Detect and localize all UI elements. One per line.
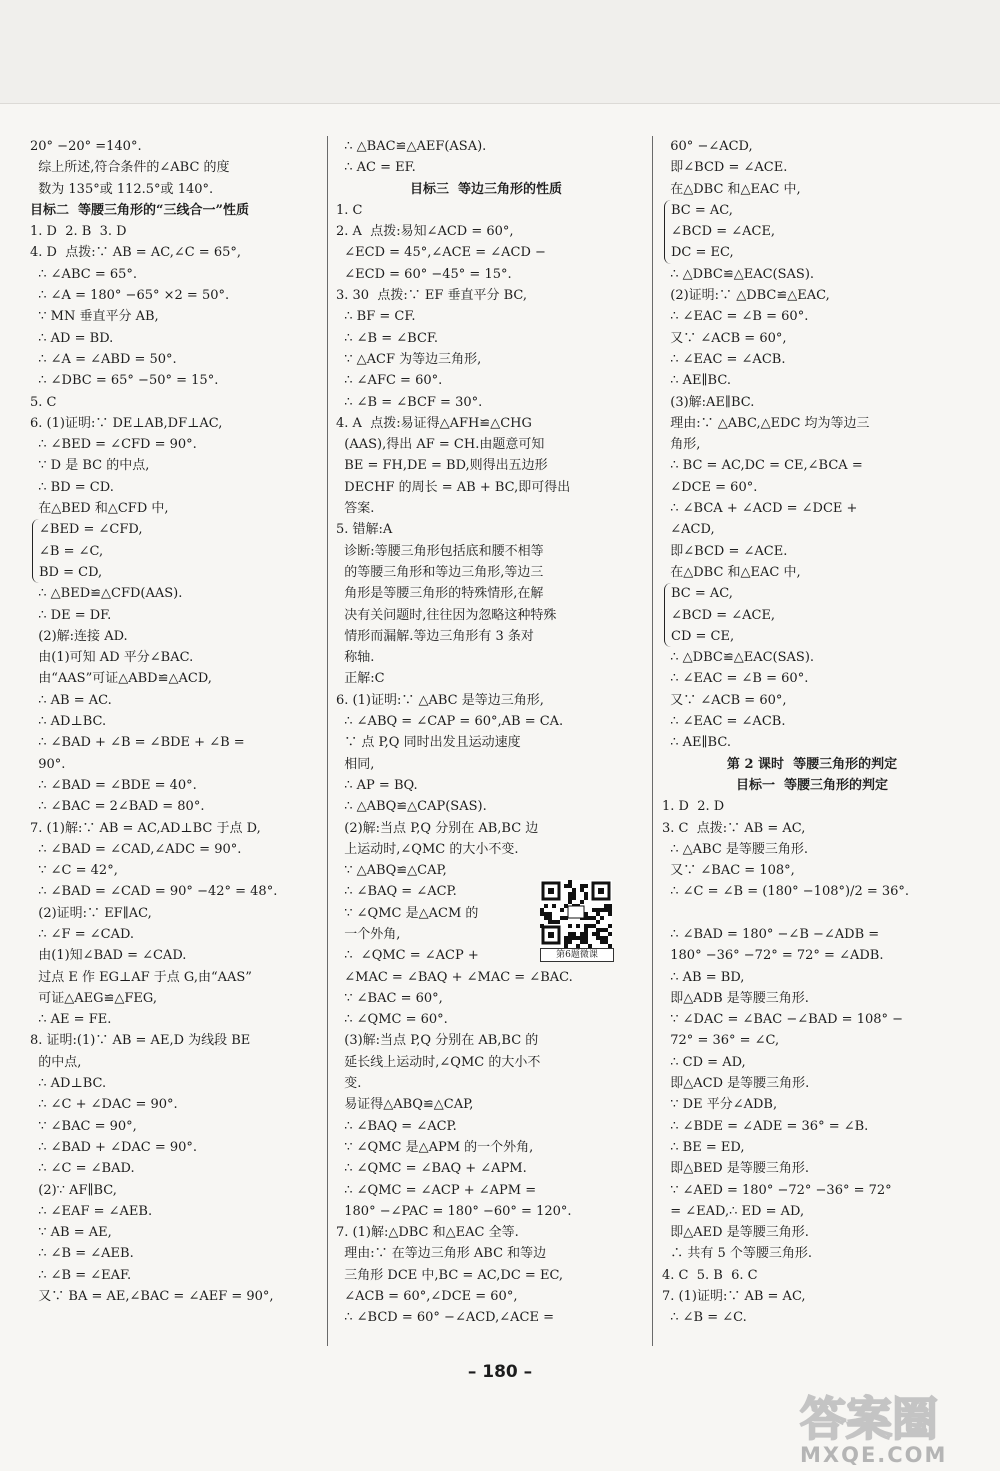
answer-line: ∵ DE 平分∠ADB,	[662, 1097, 778, 1113]
answer-line: 诊断:等腰三角形包括底和腰不相等	[336, 543, 544, 559]
answer-line: ∴ △DBC≌△EAC(SAS).	[662, 266, 815, 282]
answer-line: 72° = 36° = ∠C,	[662, 1033, 780, 1049]
answer-line: 即△ADB 是等腰三角形.	[662, 990, 809, 1006]
answer-line: ∵ △ABQ≌△CAP,	[336, 863, 447, 879]
answer-line: ∵ ∠C = 42°,	[30, 863, 118, 879]
answer-line: ∴ ∠B = ∠BCF.	[336, 330, 439, 346]
page-number: – 180 –	[467, 1362, 533, 1382]
answer-line: 第 2 课时 等腰三角形的判定	[726, 756, 898, 772]
answer-line: 角形是等腰三角形的特殊情形,在解	[336, 586, 544, 602]
answer-line: 即∠BCD = ∠ACE.	[662, 160, 788, 176]
answer-line: ∵ △ACF 为等边三角形,	[336, 351, 482, 367]
answer-line: ∠ACD,	[662, 522, 715, 538]
answer-line: ∴ ∠QMC = ∠ACP +	[336, 948, 479, 964]
answer-line: 理由:∵ △ABC,△EDC 均为等边三	[662, 415, 870, 431]
answer-line: CD = CE,	[671, 628, 735, 644]
answer-line: ∴ BC = AC,DC = CE,∠BCA =	[662, 458, 863, 474]
column-divider	[327, 136, 328, 1346]
answer-line: ∴ ∠QMC = ∠ACP + ∠APM =	[336, 1182, 537, 1198]
answer-line: ∴ AP = BQ.	[336, 777, 418, 793]
answer-line: ∴ AD⊥BC.	[30, 1076, 107, 1092]
answer-line: ∴ ∠A = ∠ABD = 50°.	[30, 351, 177, 367]
answer-line: ∵ ∠AED = 180° −72° −36° = 72°	[662, 1182, 892, 1198]
answer-line: 在△DBC 和△EAC 中,	[662, 181, 801, 197]
answer-line: ∵ D 是 BC 的中点,	[30, 458, 150, 474]
answer-line: ∴ AD⊥BC.	[30, 714, 107, 730]
answer-line: ∴ AE∥BC.	[662, 735, 731, 751]
answer-column-middle	[336, 136, 636, 1329]
answer-line: ∴ ∠C = ∠BAD.	[30, 1161, 135, 1177]
answer-line: ∴ ∠C = ∠B = (180° −108°)/2 = 36°.	[662, 884, 910, 900]
answer-line: ∴ ∠ABC = 65°.	[30, 266, 138, 282]
answer-line: ∴ ∠EAC = ∠B = 60°.	[662, 671, 809, 687]
answer-line: 又∵ ∠ACB = 60°,	[662, 330, 787, 346]
answer-line: 即△BED 是等腰三角形.	[662, 1161, 809, 1177]
answer-line: 过点 E 作 EG⊥AF 于点 G,由“AAS”	[30, 969, 252, 985]
answer-line: ∴ ∠BCD = 60° −∠ACD,∠ACE =	[336, 1310, 555, 1326]
answer-line: 相同,	[336, 756, 375, 772]
answer-line: 在△DBC 和△EAC 中,	[662, 564, 801, 580]
answer-line: 数为 135°或 112.5°或 140°.	[30, 181, 214, 197]
answer-line: ∴ ∠BAD = ∠BDE = 40°.	[30, 777, 197, 793]
answer-line: ∠BED = ∠CFD,	[39, 522, 143, 538]
equation-system-brace	[32, 519, 330, 583]
answer-line: 综上所述,符合条件的∠ABC 的度	[30, 160, 230, 176]
answer-line: 即△AED 是等腰三角形.	[662, 1225, 809, 1241]
answer-column-left	[30, 136, 330, 1307]
answer-line: (AAS),得出 AF = CH.由题意可知	[336, 437, 545, 453]
answer-line: ∴ ∠BDE = ∠ADE = 36° = ∠B.	[662, 1118, 869, 1134]
answer-line: DECHF 的周长 = AB + BC,即可得出	[336, 479, 571, 495]
answer-line: 目标一 等腰三角形的判定	[735, 777, 889, 793]
answer-line: ∴ ∠B = ∠C.	[662, 1310, 747, 1326]
answer-line: ∵ ∠QMC 是△APM 的一个外角,	[336, 1139, 534, 1155]
answer-line: ∴ ∠BAC = 2∠BAD = 80°.	[30, 799, 205, 815]
answer-line: 2. A 点拨:易知∠ACD = 60°,	[336, 224, 514, 240]
answer-line: ∵ ∠QMC 是△ACM 的	[336, 905, 479, 921]
answer-line: 目标二 等腰三角形的“三线合一”性质	[30, 202, 250, 218]
answer-line: 6. (1)证明:∵ DE⊥AB,DF⊥AC,	[30, 415, 223, 431]
answer-line: ∵ MN 垂直平分 AB,	[30, 309, 159, 325]
answer-line: (2)解:连接 AD.	[30, 628, 128, 644]
answer-line: 180° −36° −72° = 72° = ∠ADB.	[662, 948, 884, 964]
answer-line: 称轴.	[336, 650, 375, 666]
column-divider	[652, 136, 653, 1346]
answer-line: 7. (1)证明:∵ AB = AC,	[662, 1289, 806, 1305]
answer-line: 60° −∠ACD,	[662, 139, 753, 154]
answer-line: 由“AAS”可证△ABD≌△ACD,	[30, 671, 212, 687]
answer-line: ∴ ∠B = ∠AEB.	[30, 1246, 134, 1262]
answer-line: ∵ ∠DAC = ∠BAC −∠BAD = 108° −	[662, 1012, 904, 1028]
answer-line: 4. A 点拨:易证得△AFH≌△CHG	[336, 415, 532, 431]
answer-line: ∴ ∠QMC = ∠BAQ + ∠APM.	[336, 1161, 527, 1177]
answer-column-right	[662, 136, 962, 1329]
answer-line: ∴ ∠BAQ = ∠ACP.	[336, 884, 457, 900]
answer-line: ∠ECD = 60° −45° = 15°.	[336, 266, 512, 282]
answer-line: 由(1)可知 AD 平分∠BAC.	[30, 650, 194, 666]
answer-line: 7. (1)解:∵ AB = AC,AD⊥BC 于点 D,	[30, 820, 261, 836]
answer-line: 3. C 点拨:∵ AB = AC,	[662, 820, 806, 836]
answer-line: 一个外角,	[336, 926, 401, 942]
answer-line: BE = FH,DE = BD,则得出五边形	[336, 458, 548, 474]
answer-line: 即△ACD 是等腰三角形.	[662, 1076, 810, 1092]
answer-line: ∴ CD = AD,	[662, 1054, 746, 1070]
answer-line: (3)解:当点 P,Q 分别在 AB,BC 的	[336, 1033, 539, 1049]
answer-line: ∴ AE = FE.	[30, 1012, 112, 1028]
answer-line: ∠MAC = ∠BAQ + ∠MAC = ∠BAC.	[336, 969, 573, 985]
answer-line: ∴ ∠BAD + ∠DAC = 90°.	[30, 1139, 198, 1155]
answer-line: ∴ ∠EAC = ∠ACB.	[662, 714, 786, 730]
answer-line: ∴ △ABC 是等腰三角形.	[662, 841, 809, 857]
answer-line: 答案.	[336, 501, 375, 517]
answer-line: DC = EC,	[671, 245, 734, 261]
answer-line: (2)解:当点 P,Q 分别在 AB,BC 边	[336, 820, 539, 836]
answer-line: 正解:C	[336, 671, 385, 687]
answer-line: ∵ AB = AE,	[30, 1225, 112, 1241]
answer-line: ∴ ∠QMC = 60°.	[336, 1012, 448, 1028]
answer-line: ∴ ∠DBC = 65° −50° = 15°.	[30, 373, 219, 389]
answer-line: 目标三 等边三角形的性质	[409, 181, 563, 197]
answer-line: ∴ 共有 5 个等腰三角形.	[662, 1246, 813, 1262]
answer-line: 8. 证明:(1)∵ AB = AE,D 为线段 BE	[30, 1033, 251, 1049]
answer-line: ∴ ∠F = ∠CAD.	[30, 926, 135, 942]
answer-line: ∠ACB = 60°,∠DCE = 60°,	[336, 1289, 518, 1305]
answer-line: 可证△AEG≌△FEG,	[30, 990, 157, 1006]
top-divider	[0, 103, 1000, 104]
answer-line: ∴ ∠BCA + ∠ACD = ∠DCE +	[662, 501, 858, 517]
answer-line: ∴ ∠EAC = ∠B = 60°.	[662, 309, 809, 325]
answer-line: ∴ AD = BD.	[30, 330, 114, 346]
answer-line: ∵ ∠BAC = 90°,	[30, 1118, 137, 1134]
answer-line: 三角形 DCE 中,BC = AC,DC = EC,	[336, 1267, 564, 1283]
answer-line: (2)证明:∵ △DBC≌△EAC,	[662, 288, 830, 304]
answer-line: 1. D 2. B 3. D	[30, 224, 127, 240]
answer-line: (3)解:AE∥BC.	[662, 394, 755, 410]
answer-line: 6. (1)证明:∵ △ABC 是等边三角形,	[336, 692, 544, 708]
answer-line: 的等腰三角形和等边三角形,等边三	[336, 564, 544, 580]
answer-line: ∠BCD = ∠ACE,	[671, 607, 776, 623]
answer-line: ∴ AB = BD,	[662, 969, 745, 985]
answer-line: (2)∵ AF∥BC,	[30, 1182, 117, 1198]
answer-line: ∵ ∠BAC = 60°,	[336, 990, 443, 1006]
answer-line: ∴ AB = AC.	[30, 692, 112, 708]
answer-line: ∴ ∠BAD = 180° −∠B −∠ADB =	[662, 926, 880, 942]
answer-line: ∵ 点 P,Q 同时出发且运动速度	[336, 735, 521, 751]
answer-line: ∴ ∠C + ∠DAC = 90°.	[30, 1097, 178, 1113]
answer-line: BC = AC,	[671, 202, 733, 218]
answer-line: ∴ △BAC≌△AEF(ASA).	[336, 139, 487, 154]
answer-line: 变.	[336, 1076, 362, 1092]
answer-line: 1. D 2. D	[662, 799, 725, 815]
answer-line: ∴ ∠A = 180° −65° ×2 = 50°.	[30, 288, 230, 304]
answer-line: ∴ BD = CD.	[30, 479, 114, 495]
answer-line: 由(1)知∠BAD = ∠CAD.	[30, 948, 187, 964]
answer-line: 5. 错解:A	[336, 522, 393, 538]
answer-line: BD = CD,	[39, 564, 103, 580]
watermark-logo-text: 答案圈	[800, 1392, 938, 1446]
answer-line: 情形而漏解.等边三角形有 3 条对	[336, 628, 534, 644]
answer-line: ∴ ∠AFC = 60°.	[336, 373, 443, 389]
answer-line: 5. C	[30, 394, 57, 410]
answer-line: ∴ ∠BED = ∠CFD = 90°.	[30, 437, 197, 453]
answer-line: 4. C 5. B 6. C	[662, 1267, 758, 1283]
qr-caption: 第6题微课	[540, 948, 614, 962]
answer-line: 180° −∠PAC = 180° −60° = 120°.	[336, 1203, 572, 1219]
answer-line: ∠ECD = 45°,∠ACE = ∠ACD −	[336, 245, 546, 261]
answer-line: ∴ DE = DF.	[30, 607, 112, 623]
answer-line: ∴ ∠BAD + ∠B = ∠BDE + ∠B =	[30, 735, 245, 751]
answer-line: 20° −20° =140°.	[30, 139, 142, 154]
answer-line: 又∵ ∠ACB = 60°,	[662, 692, 787, 708]
answer-line: 4. D 点拨:∵ AB = AC,∠C = 65°,	[30, 245, 242, 261]
answer-line: ∴ BE = ED,	[662, 1139, 745, 1155]
answer-line: ∴ ∠ABQ = ∠CAP = 60°,AB = CA.	[336, 714, 564, 730]
answer-line: 上运动时,∠QMC 的大小不变.	[336, 841, 519, 857]
answer-line: 7. (1)解:△DBC 和△EAC 全等.	[336, 1225, 519, 1241]
answer-line: (2)证明:∵ EF∥AC,	[30, 905, 152, 921]
top-margin	[0, 0, 1000, 104]
answer-line: ∴ AE∥BC.	[662, 373, 731, 389]
answer-line: = ∠EAD,∴ ED = AD,	[662, 1203, 805, 1219]
answer-line: 理由:∵ 在等边三角形 ABC 和等边	[336, 1246, 547, 1262]
answer-line: ∴ ∠BAD = ∠CAD,∠ADC = 90°.	[30, 841, 242, 857]
answer-line: 3. 30 点拨:∵ EF 垂直平分 BC,	[336, 288, 528, 304]
answer-line: ∠BCD = ∠ACE,	[671, 224, 776, 240]
answer-line: ∴ ∠B = ∠EAF.	[30, 1267, 132, 1283]
answer-line: ∴ ∠EAF = ∠AEB.	[30, 1203, 153, 1219]
answer-line: ∴ △ABQ≌△CAP(SAS).	[336, 799, 487, 815]
equation-system-brace	[664, 583, 962, 647]
answer-line: ∴ BF = CF.	[336, 309, 416, 325]
answer-line: 又∵ BA = AE,∠BAC = ∠AEF = 90°,	[30, 1289, 274, 1305]
equation-system-brace	[664, 200, 962, 264]
answer-line: ∴ AC = EF.	[336, 160, 416, 176]
answer-line: ∴ △DBC≌△EAC(SAS).	[662, 650, 815, 666]
answer-line: 易证得△ABQ≌△CAP,	[336, 1097, 474, 1113]
answer-line: 角形,	[662, 437, 701, 453]
answer-line: 延长线上运动时,∠QMC 的大小不	[336, 1054, 541, 1070]
answer-line: ∴ △BED≌△CFD(AAS).	[30, 586, 183, 602]
watermark-site: MXQE.COM	[800, 1443, 948, 1467]
answer-line	[662, 903, 962, 924]
answer-line: 又∵ ∠BAC = 108°,	[662, 863, 795, 879]
answer-line: 1. C	[336, 202, 363, 218]
answer-line: 决有关问题时,往往因为忽略这种特殊	[336, 607, 557, 623]
answer-line: ∠DCE = 60°.	[662, 479, 758, 495]
answer-line: ∴ ∠EAC = ∠ACB.	[662, 351, 786, 367]
answer-line: 在△BED 和△CFD 中,	[30, 501, 169, 517]
answer-line: ∴ ∠BAQ = ∠ACP.	[336, 1118, 457, 1134]
answer-line: BC = AC,	[671, 586, 733, 602]
answer-line: 的中点,	[30, 1054, 82, 1070]
answer-line: 90°.	[30, 756, 66, 772]
answer-line: 即∠BCD = ∠ACE.	[662, 543, 788, 559]
answer-line: ∴ ∠BAD = ∠CAD = 90° −42° = 48°.	[30, 884, 278, 900]
answer-line: ∠B = ∠C,	[39, 543, 104, 559]
answer-line: ∴ ∠B = ∠BCF = 30°.	[336, 394, 483, 410]
